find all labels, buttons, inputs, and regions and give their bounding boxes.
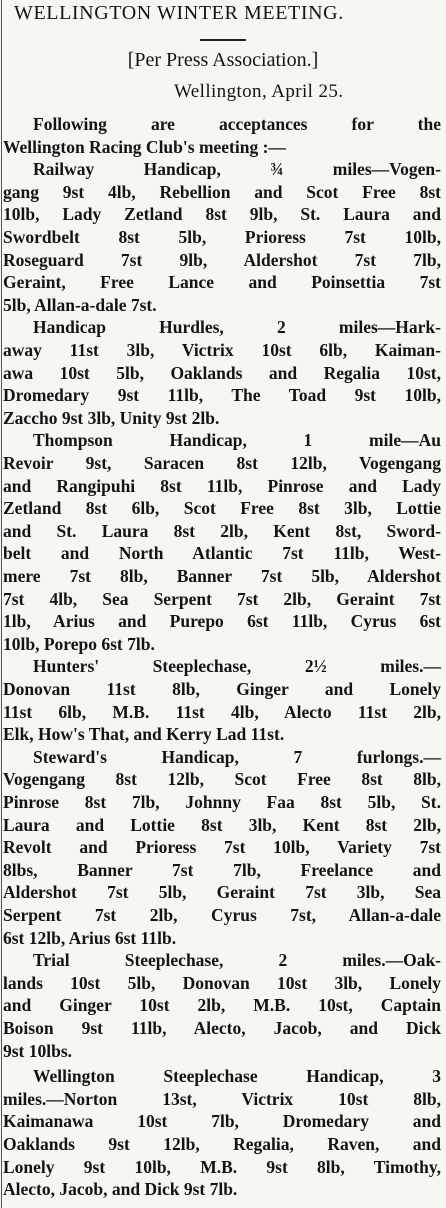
text-line: 8lbs, Banner 7st 7lb, Freelance and — [3, 859, 441, 880]
text-line: Revolt and Prioress 7st 10lb, Variety 7st — [3, 837, 441, 858]
text-line: and Rangipuhi 8st 11lb, Pinrose and Lady — [3, 475, 441, 496]
column-rule — [1, 0, 2, 1208]
text-line: Wellington Racing Club's meeting :— — [3, 136, 286, 157]
text-line: miles.—Norton 13st, Victrix 10st 8lb, — [3, 1088, 441, 1109]
text-line: lands 10st 5lb, Donovan 10st 3lb, Lonely — [3, 972, 441, 993]
text-line: Thompson Handicap, 1 mile—Au — [33, 430, 441, 451]
text-line: Lonely 9st 10lb, M.B. 9st 8lb, Timothy, — [3, 1156, 441, 1177]
text-line: Railway Handicap, ¾ miles—Vogen- — [33, 159, 441, 180]
text-line: Boison 9st 11lb, Alecto, Jacob, and Dick — [3, 1018, 441, 1038]
text-line: Revoir 9st, Saracen 8st 12lb, Vogengang — [3, 453, 441, 473]
text-line: 11st 6lb, M.B. 11st 4lb, Alecto 11st 2lb, — [3, 701, 441, 722]
headline: WELLINGTON WINTER MEETING. — [14, 2, 344, 24]
text-line: 9st 10lbs. — [3, 1040, 73, 1061]
text-line: Handicap Hurdles, 2 miles—Hark- — [33, 317, 441, 338]
text-line: and Ginger 10st 2lb, M.B. 10st, Captain — [3, 995, 441, 1016]
text-line: 10lb, Lady Zetland 8st 9lb, St. Laura and — [3, 204, 441, 225]
text-line: Zaccho 9st 3lb, Unity 9st 2lb. — [3, 407, 220, 428]
text-line: belt and North Atlantic 7st 11lb, West- — [3, 543, 441, 564]
text-line: Hunters' Steeplechase, 2½ miles.— — [33, 656, 441, 677]
text-line: 6st 12lb, Arius 6st 11lb. — [3, 927, 177, 948]
headline-dash — [200, 39, 246, 41]
text-line: away 11st 3lb, Victrix 10st 6lb, Kaiman- — [3, 340, 441, 360]
text-line: 5lb, Allan-a-dale 7st. — [3, 294, 157, 315]
text-line: Vogengang 8st 12lb, Scot Free 8st 8lb, — [3, 769, 441, 790]
dateline: Wellington, April 25. — [174, 81, 344, 102]
text-line: Swordbelt 8st 5lb, Prioress 7st 10lb, — [3, 227, 441, 247]
text-line: Alecto, Jacob, and Dick 9st 7lb. — [3, 1179, 238, 1200]
text-line: Steward's Handicap, 7 furlongs.— — [33, 746, 441, 767]
text-line: and St. Laura 8st 2lb, Kent 8st, Sword- — [3, 520, 441, 541]
text-line: Elk, How's That, and Kerry Lad 11st. — [3, 724, 285, 745]
text-line: Roseguard 7st 9lb, Aldershot 7st 7lb, — [3, 249, 441, 270]
text-line: Kaimanawa 10st 7lb, Dromedary and — [3, 1111, 441, 1132]
text-line: Laura and Lottie 8st 3lb, Kent 8st 2lb, — [3, 814, 441, 835]
text-line: Pinrose 8st 7lb, Johnny Faa 8st 5lb, St. — [3, 792, 441, 812]
text-line: Following are acceptances for the — [33, 114, 441, 134]
text-line: Trial Steeplechase, 2 miles.—Oak- — [33, 950, 441, 971]
text-line: 1lb, Arius and Purepo 6st 11lb, Cyrus 6st — [3, 611, 441, 632]
text-line: Geraint, Free Lance and Poinsettia 7st — [3, 272, 441, 293]
text-line: 7st 4lb, Sea Serpent 7st 2lb, Geraint 7st — [3, 588, 441, 609]
text-line: Dromedary 9st 11lb, The Toad 9st 10lb, — [3, 385, 441, 406]
text-line: gang 9st 4lb, Rebellion and Scot Free 8st — [3, 181, 441, 202]
text-line: Serpent 7st 2lb, Cyrus 7st, Allan-a-dale — [3, 905, 441, 925]
text-line: Oaklands 9st 12lb, Regalia, Raven, and — [3, 1134, 441, 1154]
agency-credit: [Per Press Association.] — [127, 49, 319, 71]
text-line: 10lb, Porepo 6st 7lb. — [3, 633, 155, 654]
text-line: mere 7st 8lb, Banner 7st 5lb, Aldershot — [3, 566, 441, 586]
text-line: Donovan 11st 8lb, Ginger and Lonely — [3, 679, 441, 699]
text-line: awa 10st 5lb, Oaklands and Regalia 10st, — [3, 362, 441, 383]
text-line: Aldershot 7st 5lb, Geraint 7st 3lb, Sea — [3, 882, 441, 903]
text-line: Wellington Steeplechase Handicap, 3 — [33, 1066, 441, 1087]
text-line: Zetland 8st 6lb, Scot Free 8st 3lb, Lottie — [3, 498, 441, 519]
